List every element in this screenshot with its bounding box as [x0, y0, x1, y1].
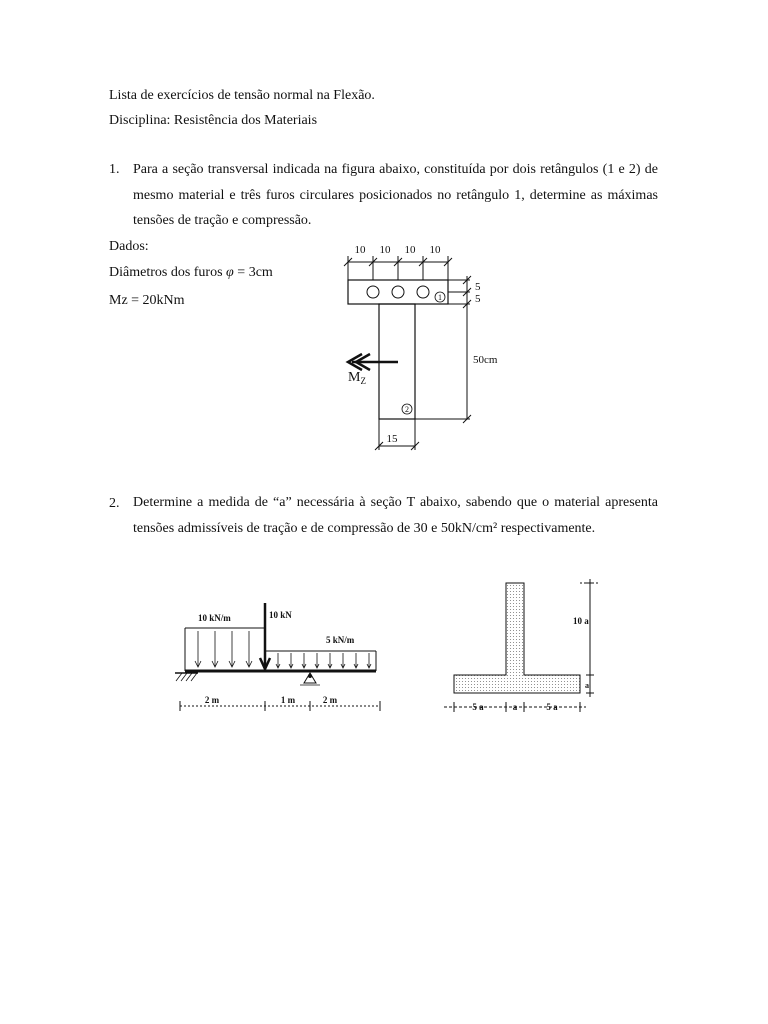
figure-2-t-section	[440, 575, 610, 720]
span-2-label: 1 m	[280, 695, 296, 705]
figure-2-beam	[170, 593, 390, 718]
top-dim-4: 10	[429, 244, 441, 256]
right-load-label: 5 kN/m	[326, 635, 355, 645]
phi-symbol: φ	[226, 265, 234, 280]
span-3-label: 2 m	[322, 695, 338, 705]
svg-text:1: 1	[438, 293, 442, 302]
point-load-label: 10 kN	[269, 610, 292, 620]
flange-dim-2: 5	[475, 293, 481, 305]
top-dim-2: 10	[379, 244, 391, 256]
web-width-label: 15	[386, 433, 398, 445]
document-title: Lista de exercícios de tensão normal na Flexão.	[109, 88, 375, 103]
top-dim-3: 10	[404, 244, 416, 256]
flange-thickness-label: a	[585, 681, 589, 690]
hole-2	[392, 286, 404, 298]
moment-arrow	[348, 354, 398, 370]
hole-1	[367, 286, 379, 298]
rectangle-1	[348, 280, 448, 304]
top-dim-1: 10	[354, 244, 366, 256]
width-left-label: 5 a	[472, 702, 484, 712]
hole-3	[417, 286, 429, 298]
question-2-text: Determine a medida de “a” necessária à seção T abaixo, sabendo que o material apresenta tensões admissíveis de tração e de compressão de 30 e 50kN/cm² respectivamente.	[133, 495, 658, 536]
left-load-label: 10 kN/m	[198, 613, 231, 623]
t-section-shape	[454, 583, 580, 693]
width-right-label: 5 a	[546, 702, 558, 712]
moment-label: $M_Z$	[348, 370, 366, 386]
hole-diameter-line	[109, 264, 273, 282]
discipline-line: Disciplina: Resistência dos Materiais	[109, 113, 318, 128]
flange-dim-1: 5	[475, 281, 481, 293]
height-label: 50cm	[473, 354, 498, 366]
dados-label: Dados:	[109, 239, 149, 254]
hole-diameter-value: = 3cm	[237, 265, 273, 280]
moment-value: Mz = 20kNm	[109, 293, 185, 308]
svg-text:2: 2	[405, 405, 409, 414]
question-1-number: 1.	[109, 162, 120, 177]
section-height-label: 10 a	[573, 616, 589, 626]
hole-diameter-prefix: Diâmetros dos furos	[109, 265, 223, 280]
span-1-label: 2 m	[204, 695, 220, 705]
question-2-number: 2.	[109, 496, 120, 511]
figure-1-cross-section	[330, 242, 530, 457]
question-1-text: Para a seção transversal indicada na figura abaixo, constituída por dois retângulos (1 e 2) de mesmo material e três furos circulares posicionados no retângulo 1, determine as máximas tensões de tração e compressão.	[133, 162, 658, 228]
width-web-label: a	[512, 702, 518, 712]
